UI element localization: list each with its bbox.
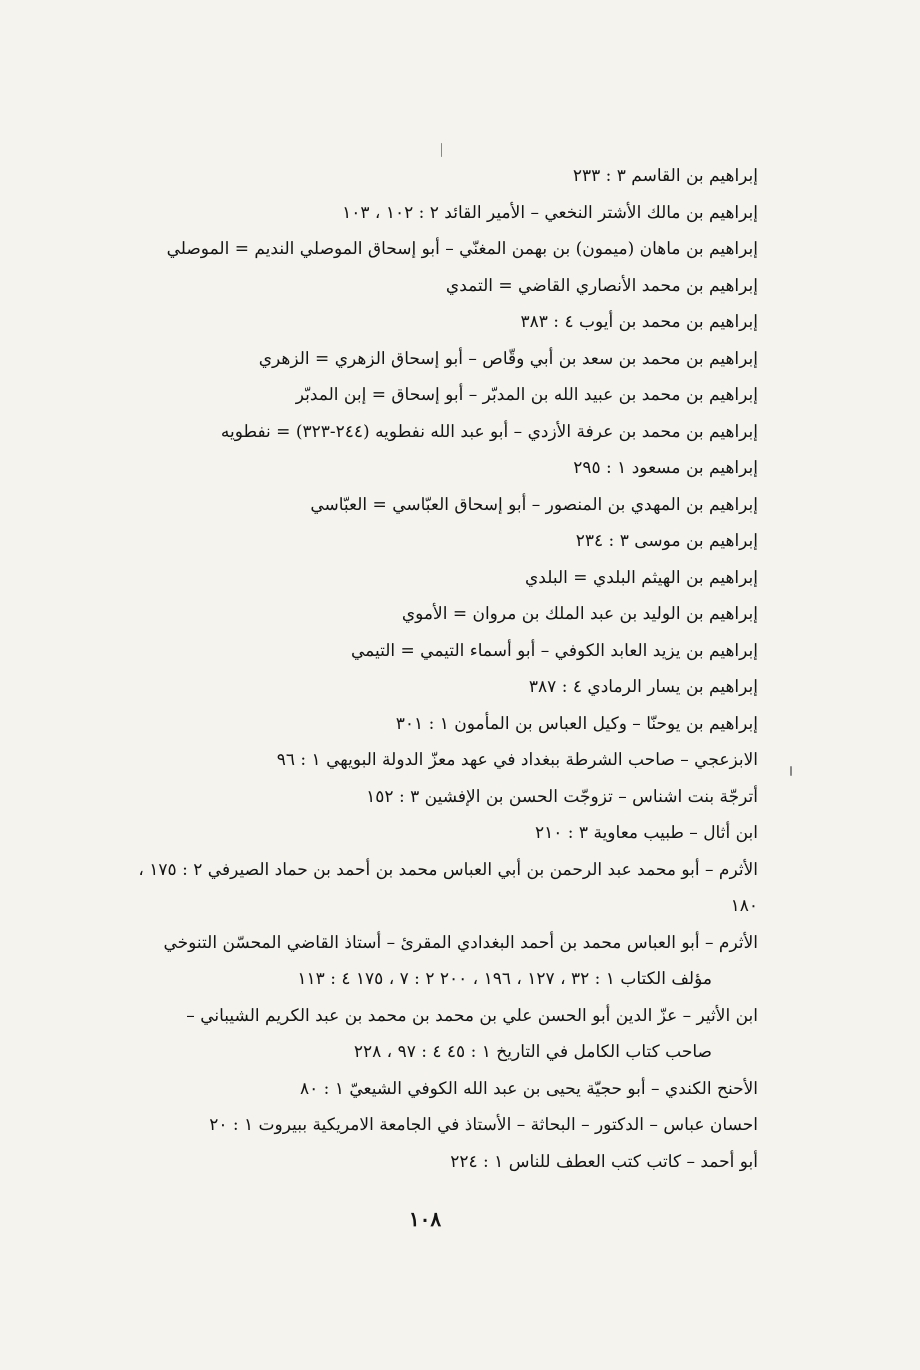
index-entry <box>88 414 758 451</box>
index-entry <box>88 998 758 1071</box>
entry-text: إبراهيم بن مسعود ١ : ٢٩٥ <box>573 458 758 478</box>
index-entry <box>88 1144 758 1181</box>
entry-text: إبراهيم بن محمد بن أيوب ٤ : ٣٨٣ <box>520 312 758 332</box>
entry-text: إبراهيم بن الهيثم البلدي = البلدي <box>525 567 758 588</box>
entry-text: الأثرم – أبو العباس محمد بن أحمد البغدادي المقرئ – أستاذ القاضي المحسّن التنوخي <box>163 932 758 953</box>
index-entry <box>88 925 758 998</box>
entry-text: الأحنح الكندي – أبو حجيّة يحيى بن عبد الله الكوفي الشيعيّ ١ : ٨٠ <box>300 1078 758 1099</box>
entry-text: إبراهيم بن محمد بن عرفة الأزدي – أبو عبد الله نفطويه (٢٤٤-٣٢٣) = نفطويه <box>220 421 758 442</box>
entry-text: إبراهيم بن موسى ٣ : ٢٣٤ <box>575 531 758 551</box>
entry-text: إبراهيم بن محمد الأنصاري القاضي = التمدي <box>445 275 758 296</box>
entry-text: الأثرم – أبو محمد عبد الرحمن بن أبي العباس محمد بن أحمد بن حماد الصيرفي ٢ : ١٧٥ ، <box>138 859 758 880</box>
index-entry <box>88 268 758 305</box>
index-entry <box>88 304 758 341</box>
index-entry <box>88 815 758 852</box>
entry-text: ابن أثال – طبيب معاوية ٣ : ٢١٠ <box>534 823 758 843</box>
index-entry <box>88 341 758 378</box>
index-entry <box>88 596 758 633</box>
index-entry <box>88 706 758 743</box>
entry-text: إبراهيم بن محمد بن سعد بن أبي وقّاص – أبو إسحاق الزهري = الزهري <box>258 348 758 369</box>
index-entry <box>88 669 758 706</box>
index-list <box>88 158 758 1180</box>
entry-text: إبراهيم بن يزيد العابد الكوفي – أبو أسماء التيمي = التيمي <box>350 640 758 661</box>
index-entry <box>88 633 758 670</box>
index-entry <box>88 560 758 597</box>
index-entry <box>88 231 758 268</box>
entry-text: إبراهيم بن الوليد بن عبد الملك بن مروان = الأموي <box>401 604 758 624</box>
index-entry <box>88 195 758 232</box>
index-entry <box>88 487 758 524</box>
entry-text: إبراهيم بن محمد بن عبيد الله بن المدبّر – أبو إسحاق = إبن المدبّر <box>295 385 758 405</box>
index-entry <box>88 742 758 779</box>
entry-text: أترجّة بنت اشناس – تزوجّت الحسن بن الإفشين ٣ : ١٥٢ <box>366 786 758 807</box>
entry-text: الابزعجي – صاحب الشرطة ببغداد في عهد معزّ الدولة البويهي ١ : ٩٦ <box>276 750 758 770</box>
scan-speck <box>790 766 792 776</box>
index-entry <box>88 158 758 195</box>
index-entry <box>88 1071 758 1108</box>
scan-speck <box>441 143 442 157</box>
entry-text: إبراهيم بن ماهان (ميمون) بن بهمن المغنّي – أبو إسحاق الموصلي النديم = الموصلي <box>166 239 758 259</box>
index-entry <box>88 523 758 560</box>
index-entry <box>88 450 758 487</box>
entry-continuation: ١٨٠ <box>730 896 758 916</box>
index-entry <box>88 1107 758 1144</box>
entry-continuation: مؤلف الكتاب ١ : ٣٢ ، ١٢٧ ، ١٩٦ ، ٢٠٠ ٢ : ٧ ، ١٧٥ ٤ : ١١٣ <box>297 969 712 989</box>
entry-text: إبراهيم بن القاسم ٣ : ٢٣٣ <box>572 166 758 186</box>
index-entry <box>88 377 758 414</box>
entry-text: أبو أحمد – كاتب كتب العطف للناس ١ : ٢٢٤ <box>450 1151 758 1172</box>
entry-text: إبراهيم بن مالك الأشتر النخعي – الأمير القائد ٢ : ١٠٢ ، ١٠٣ <box>342 202 758 223</box>
entry-text: إبراهيم بن يسار الرمادي ٤ : ٣٨٧ <box>528 677 758 697</box>
entry-text: إبراهيم بن المهدي بن المنصور – أبو إسحاق العبّاسي = العبّاسي <box>310 494 758 515</box>
entry-text: احسان عباس – الدكتور – البحاثة – الأستاذ في الجامعة الامريكية ببيروت ١ : ٢٠ <box>209 1115 758 1135</box>
page-number: ١٠٨ <box>408 1207 442 1231</box>
index-entry <box>88 852 758 925</box>
entry-text: إبراهيم بن يوحنّا – وكيل العباس بن المأمون ١ : ٣٠١ <box>395 713 758 734</box>
index-entry <box>88 779 758 816</box>
entry-text: ابن الأثير – عزّ الدين أبو الحسن علي بن محمد بن محمد بن عبد الكريم الشيباني – <box>186 1005 758 1026</box>
entry-continuation: صاحب كتاب الكامل في التاريخ ١ : ٤٥ ٤ : ٩٧ ، ٢٢٨ <box>353 1042 712 1062</box>
